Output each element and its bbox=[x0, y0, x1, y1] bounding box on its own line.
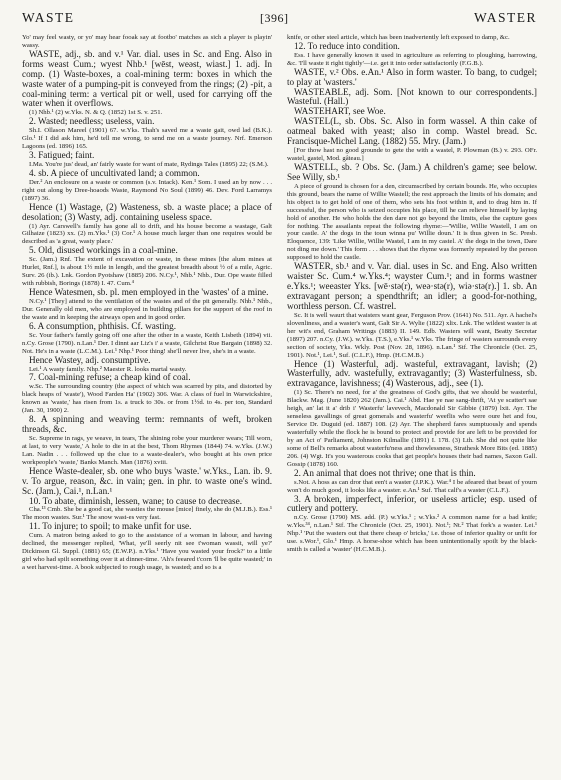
entry-paragraph: 3. Fatigued; faint. bbox=[29, 150, 95, 161]
entry-paragraph: 3. A broken, imperfect, inferior, or useless article; esp. used of cutlery and pottery. bbox=[287, 493, 537, 514]
entry-paragraph: 8. A spinning and weaving term: remnants of weft, broken threads, &c. bbox=[22, 414, 272, 435]
entry-paragraph: WASTEL(L, sb. Obs. Sc. Also in form wassel. A thin cake of oatmeal baked with yeast; also in comp. Wastel bread. Sc. Francisque-Michel Lang. (1882) 55. Mry. (Jam.) bbox=[287, 116, 537, 147]
citation-paragraph: Der.² An enclosure on a waste or common (s.v. Intack). Ken.¹ Som. I used an by now . . . right out along by Dree-hoaods Waste, Raymond No Soul (1899) 46. Dev. Ford Larramys (1897) 36. bbox=[22, 178, 272, 202]
citation-paragraph: Lei.¹ A wasty family. Nhp.² Maester R. looks martal wasty. bbox=[29, 365, 187, 373]
right-column bbox=[287, 34, 537, 778]
citation-paragraph: s.Not. A hoss as can dror that een't a waster (J.P.K.). War.⁴ I be afeared that beast of yourn won't do much good, it looks like a waster. e.An.¹ Suf. That calf's a waster (C.L.F.). bbox=[287, 478, 537, 494]
citation-paragraph: Cha.¹³ Cmb. She be a good cat, she wasties the mouse [mice] finely, she do (M.J.B.). Ess.¹ The moon wastes. Sur.¹ The snow wast-es very fast. bbox=[22, 506, 272, 522]
entry-paragraph: WASTE, adj., sb. and v.¹ Var. dial. uses in Sc. and Eng. Also in forms weast Cum.; wyest Nhb.¹ [wēst, weəst, wiast.] 1. adj. In comp. (1) Waste-boxes, a coal-mining term: boxes in which the waste water of a pumping-pit is conveyed from the rings; (2) -pit, a coal-mining term: a vertical pit or well, used for carrying off the water when it overflows. bbox=[22, 48, 272, 109]
citation-paragraph: [For thow hast no good grounde to gete the with a wastel, P. Plowman (B.) v. 293. OFr. wastel, gastel, Mod. gâteau.] bbox=[287, 147, 537, 162]
entry-paragraph: WASTEHART, see Woe. bbox=[294, 106, 386, 117]
citation-paragraph: Sc. Your father's family going off one after the other in a waste, Keith Lisbeth (1894) vii. n.Cy. Grose (1790). n.Lan.¹ Der. I dinnt aar Liz's i' a waste, Gilchrist Rue Bargain (1898) 32. Not. He's in a waste (L.C.M.). Lei.¹ Nhp.¹ Poor thing! she'll never live, she's in a waste. bbox=[22, 331, 272, 355]
entry-paragraph: WASTEABLE, adj. Som. [Not known to our correspondents.] Wasteful. (Hall.) bbox=[287, 86, 537, 107]
running-head bbox=[22, 10, 537, 32]
entry-paragraph: 7. Coal-mining refuse; a cheap kind of coal. bbox=[29, 372, 191, 383]
citation-paragraph: w.Sc. The surrounding country (the aspect of which was scarred by pits, and distorted by black heaps of 'waste'), Wood Farden Ha' (1902) 306. War. A class of fuel in Warwickshire, known as 'waste,' has risen from 1s. a truck to 30s. or from 1½d. to 4s. per ton, Standard (Jan. 30, 1900) 2. bbox=[22, 383, 272, 415]
citation-paragraph: Cum. A matron being asked to go to the assistance of a woman in labour, and having declined, the messenger replied, 'What, ye'll seerly nit see t'woman wassit, will ye?' Dickinson Gl. Suppl. (1881) 65; (E.W.P.). n.Yks.¹ 'Have you wasted your frock?' to a little girl who had spilt something over it at dinner-time. 'Ah's feeared t'corn 'll be quite wasted;' in a wet harvest-time. A book subjected to rough usage, is wasted; and so is a bbox=[22, 532, 272, 572]
page-number: [396] bbox=[260, 11, 289, 25]
citation-paragraph: Sc. Supreme in rags, ye weave, in tears, The shining robe your murderer wears; Till worn, at last, to very 'waste,' A hole to die in at the best, Thom Rhymes (1844) 74. w.Yks. (J.W.) Lan. Nadin . . . followed up the clue to a waste-dealer's, who bought at his own price workpeople's 'waste,' Banks Manch. Man (1876) xviii. bbox=[22, 435, 272, 466]
citation-paragraph: (1) Sc. There's no need, for a' the greatness of God's gifts, that we should be wasterful, Blackw. Mag. (June 1820) 262 (Jam.). Cai.¹ Abd. Hae ye nae sang-thrift, 'At ye scatter't sae heigh, an' lat it a' drib i' Wasterfu' lavevech, Macdonald Sir Gibbie (1879) lxii. Ayr. The senseless gavallings of great gomerals and wasterfu' weeflis who were oure het and fou, Service Dr. Duguid (ed. 1887) 108. (2) Ayr. The shepherd fares sumptuously and spends wasterfully while the flock he is bound to protect and provide for are left to be provided for by an Act o' Parliament, Johnston Kilmallie (1891) I. 178. (3) Lth. She did not quite like some of Bell's remarks about wasterfu'ness and thowlessness, Strathesk More Bits (ed. 1885) 206. (4) Wgt. It's you wasterous cooks that get people's houses their bad names, Saxon Gall. Gossip (1878) 160. bbox=[287, 389, 537, 468]
entry-paragraph: Hence (1) Wasterful, adj. wasteful, extravagant, lavish; (2) Wasterfully, adv. wastefully, extravagantly; (3) Wasterfulness, sb. extravagance, lavishness; (4) Wasterous, adj., see (1). bbox=[287, 358, 537, 389]
entry-paragraph: Hence Waste-dealer, sb. one who buys 'waste.' w.Yks., Lan. ib. 9. v. To argue, reason, &c. in vain; gen. in phr. to waste one's wind. Sc. (Jam.), Cai.¹, n.Lan.¹ bbox=[22, 465, 272, 496]
entry-paragraph: WASTELL, sb. ? Obs. Sc. (Jam.) A children's game; see below. See Willy, sb.¹ bbox=[287, 161, 537, 182]
running-head-left: WASTE bbox=[22, 10, 75, 25]
citation-paragraph: I.Ma. You're jus' dead, an' fairly waste for want of mate, Rydings Tales (1895) 22; (S.M.). bbox=[29, 160, 269, 168]
entry-paragraph: 11. To injure; to spoil; to make unfit for use. bbox=[29, 521, 192, 532]
citation-paragraph: (1) Ayr. Carswell's family has gone all to drift, and his house become a wastage, Galt Gilhaize (1823) xx. (2) m.Yks.¹ (3) Cor.¹ A house much larger than one requires would be described as 'a great, wasty place.' bbox=[22, 222, 272, 246]
entry-paragraph: Hence (1) Wastage, (2) Wasteness, sb. a waste place; a place of desolation; (3) Wasty, adj. containing useless space. bbox=[22, 201, 272, 222]
entry-paragraph: 12. To reduce into condition. bbox=[294, 40, 400, 51]
entry-paragraph: 5. Old, disused workings in a coal-mine. bbox=[29, 245, 178, 256]
running-head-right: WASTER bbox=[474, 10, 537, 25]
entry-paragraph: WASTER, sb.¹ and v. Var. dial. uses in Sc. and Eng. Also written waister Sc. Cum.⁴ w.Yks.⁴; wayster Cum.¹; and in forms wastner e.Yks.¹; weeaster Yks. [wē·stə(r), weə·stə(r), wiə·stə(r).] 1. sb. An extravagant person; a spendthrift; an idler; a good-for-nothing, worthless person. Cf. wastrel. bbox=[287, 261, 537, 311]
citation-paragraph: Yo' may feel wasty, or yo' may hear fooak say at footbo' matches as sich a player is playin' wassy. bbox=[22, 34, 272, 49]
citation-paragraph: A piece of ground is chosen for a den, circumscribed by certain bounds. He, who occupies this ground, bears the name of Willie Wastell; the rest approach the limits of his domain; and his object is to get hold of one of them, who sets his foot within it, and to drag him in. If successful, the person who is seized occupies his place, till he can relieve himself by laying hold of another. He who holds the den dare not go beyond the limits, else the capture goes for nothing. The assailants repeat the following rhyme:—'Willie, Willie Wastell, I am on your castle. A' the dogs in the toun winna pu' Willie doun.' It is thus given in Sc. Presb. Eloquence, 139: 'Like Willie, Willie Wastel, I am in my castel. A' the dogs in the town, Dare not ding me down.' This form . . . shows that the rhyme was formerly repeated by the person supposed to hold the castle. bbox=[287, 182, 537, 262]
citation-paragraph: knife, or other steel article, which has been inadvertently left exposed to damp, &c. bbox=[287, 34, 510, 41]
entry-paragraph: Hence Wastey, adj. consumptive. bbox=[29, 354, 151, 365]
citation-paragraph: n.Cy. Grose (1790) MS. add. (P.) w.Yks.¹ ; w.Yks.² A common name for a bad knife; w.Yks.³⁴, n.Lan.¹ Stf. The Chronicle (Oct. 25, 1901). Not.¹; Nt.² That fork's a waster. Lei.¹ Nhp.¹ 'Put the wasters out that there cheap o' bricks,' i.e. those of inferior quality or unfit for use. s.Wor.¹, Glo.¹ Hmp. A horse-shoe which has been unintentionally spoilt by the black-smith is called a 'waster' (H.C.M.B.). bbox=[287, 514, 537, 554]
citation-paragraph: Sh.I. Ollason Mareel (1901) 67. w.Yks. Thah's saved me a waste gait, owd lad (B.K.). Glo.¹ If I did ask him, he'd tell me wrong, to send me on a waste journey. Nrf. Emerson Lagoons (ed. 1896) 165. bbox=[22, 127, 272, 151]
text-columns bbox=[22, 34, 537, 778]
citation-paragraph: N.Cy.¹ [They] attend to the ventilation of the wastes and of the pit generally. Nhb.¹ Nhb., Dur. Generally old men, who are employed in building pillars for the support of the roof in the waste and in keeping the airways open and in good order. bbox=[22, 297, 272, 321]
entry-paragraph: WASTE, v.² Obs. e.An.¹ Also in form waster. To bang, to cudgel; to play at 'wasters.' bbox=[287, 66, 537, 87]
entry-paragraph: 6. A consumption, phthisis. Cf. wasting. bbox=[29, 320, 177, 331]
entry-paragraph: 2. An animal that does not thrive; one that is thin. bbox=[294, 467, 476, 478]
entry-paragraph: 10. To abate, diminish, lessen, wane; to cause to decrease. bbox=[29, 495, 242, 506]
citation-paragraph: (1) Nhb.¹ (2) w.Yks. N. & Q. (1852) 1st S. v. 251. bbox=[29, 109, 163, 117]
entry-paragraph: 2. Wasted; needless; useless, vain. bbox=[29, 116, 155, 127]
entry-paragraph: 4. sb. A piece of uncultivated land; a common. bbox=[29, 167, 200, 178]
left-column bbox=[22, 34, 272, 778]
citation-paragraph: Sc. (Jam.) Rnf. The extent of excavation or waste, in these mines [the alum mines at Hurlet, Rnf.], is about 1½ mile in length, and the greatest breadth about ½ of a mile, Agric. Surv. 26 (ib.). Lnk. Gordon Pyotshaw (1885) 206. N.Cy.¹, Nhb.¹ Nhb., Dur. Ope waste filled with rubbish, Borings (1878) I. 47. Cum.⁴ bbox=[22, 256, 272, 288]
citation-paragraph: Ess. I have generally known it used in agriculture as referring to ploughing, harrowing, &c. 'I'll waste it right tightly'—i.e. get it into order satisfactorily (F.G.B.). bbox=[287, 51, 537, 67]
citation-paragraph: Sc. It is well waurt that waisters want gear, Ferguson Prov. (1641) No. 511. Ayr. A hachel's slovenliness, and a waster's want, Galt Sir A. Wylie (1822) xlix. Lnk. The wildest waster is at her wit's end, Graham Writings (1883) II. 149. Edb. Wasters will want, Beatty Secretar (1897) 207. n.Cy. (J.W.). w.Yks. (T.S.), e.Yks.¹ w.Yks. The fringe of wasters surrounds every section of society, Yks. Wkly. Post (Nov. 28, 1896). n.Lan.¹ Stf. The Chronicle (Oct. 25, 1901). Not.¹, Lei.¹, Suf. (C.L.F.), Hmp. (H.C.M.B.) bbox=[287, 311, 537, 359]
entry-paragraph: Hence Watesmen, sb. pl. men employed in the 'wastes' of a mine. bbox=[29, 287, 269, 298]
